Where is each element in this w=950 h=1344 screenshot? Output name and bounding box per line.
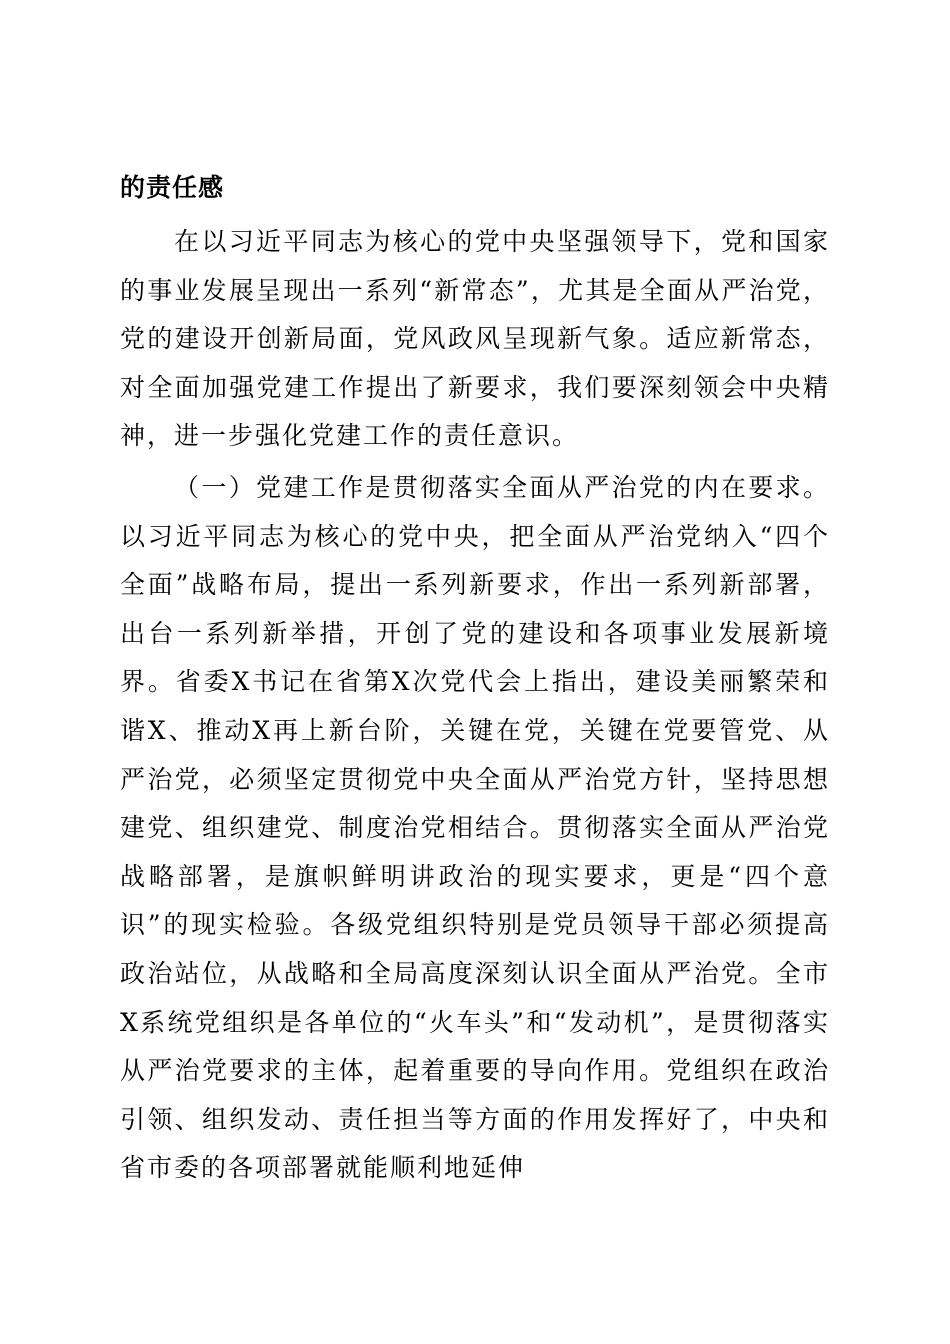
paragraph-point-one: （一）党建工作是贯彻落实全面从严治党的内在要求。以习近平同志为核心的党中央，把全面从严治党纳入“四个全面”战略布局，提出一系列新要求，作出一系列新部署，出台一系列新举措，开创了党的建设和各项事业发展新境界。省委X书记在省第X次党代会上指出，建设美丽繁荣和谐X、推动X再上新台阶，关键在党，关键在党要管党、从严治党，必须坚定贯彻党中央全面从严治党方针，坚持思想建党、组织建党、制度治党相结合。贯彻落实全面从严治党战略部署，是旗帜鲜明讲政治的现实要求，更是“四个意识”的现实检验。各级党组织特别是党员领导干部必须提高政治站位，从战略和全局高度深刻认识全面从严治党。全市X系统党组织是各单位的“火车头”和“发动机”，是贯彻落实从严治党要求的主体，起着重要的导向作用。党组织在政治引领、组织发动、责任担当等方面的作用发挥好了，中央和省市委的各项部署就能顺利地延伸 — [120, 473, 830, 1183]
section-heading: 的责任感 — [120, 173, 225, 202]
paragraph-intro: 在以习近平同志为核心的党中央坚强领导下，党和国家的事业发展呈现出一系列“新常态”，尤其是全面从严治党，党的建设开创新局面，党风政风呈现新气象。适应新常态，对全面加强党建工作提出了新要求，我们要深刻领会中央精神，进一步强化党建工作的责任意识。 — [120, 227, 830, 451]
